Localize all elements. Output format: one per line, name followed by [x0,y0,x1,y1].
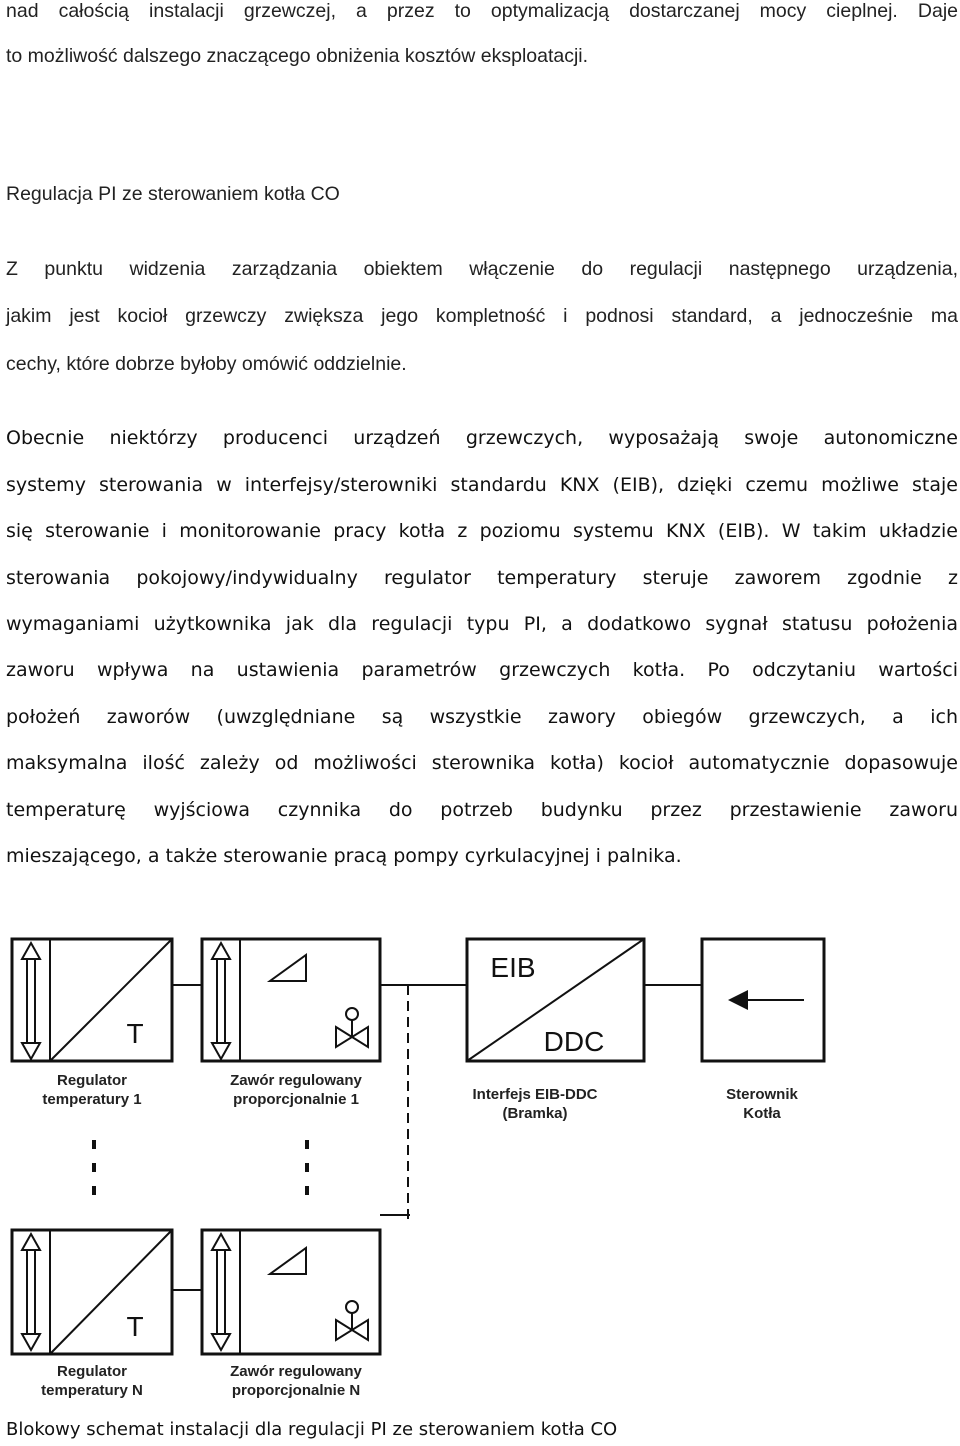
text-line: mieszającego, a także sterowanie pracą pompy cyrkulacyjnej i palnika. [6,845,682,867]
bidirectional-arrow-icon [212,1234,230,1350]
text-line: cechy, które dobrze byłoby omówić oddzielnie. [6,353,407,375]
label-regulator-n-line1: Regulator [56,1363,128,1380]
regulator-block-1 [12,939,172,1061]
ddc-text: DDC [543,1026,605,1057]
proportional-ramp-icon [270,955,306,981]
text-line: nad całością instalacji grzewczej, a przez to optymalizacją dostarczanej mocy cieplnej. Daje [6,0,958,22]
label-valve-n-line1: Zawór regulowany [230,1363,362,1380]
text-line: zaworu wpływa na ustawienia parametrów grzewczych kotła. Po odczytaniu wartości [6,659,958,681]
label-regulator-1-line2: temperatury 1 [42,1091,142,1108]
text-line: Obecnie niektórzy producenci urządzeń grzewczych, wyposażają swoje autonomiczne [6,427,958,449]
text-line: systemy sterowania w interfejsy/sterowniki standardu KNX (EIB), dzięki czemu możliwe staje [6,474,958,496]
text-line: wymaganiami użytkownika jak dla regulacji typu PI, a dodatkowo sygnał statusu położenia [6,613,958,635]
temperature-symbol: T [126,1018,144,1049]
label-controller-line2: Kotła [743,1105,781,1122]
bidirectional-arrow-icon [22,1234,40,1350]
label-regulator-n-line2: temperatury N [41,1382,143,1399]
valve-icon [336,1008,368,1047]
text-line: temperaturę wyjściowa czynnika do potrzeb budynku przez przestawienie zaworu [6,799,958,821]
text-line: maksymalna ilość zależy od możliwości sterownika kotła) kocioł automatycznie dopasowuje [6,752,958,774]
label-valve-1-line2: proporcjonalnie 1 [233,1091,359,1108]
figure-caption: Blokowy schemat instalacji dla regulacji PI ze sterowaniem kotła CO [6,1419,618,1440]
text-line: sterowania pokojowy/indywidualny regulator temperatury steruje zaworem zgodnie z [6,567,958,589]
boiler-controller-block [702,939,824,1061]
label-interface-line1: Interfejs EIB-DDC [472,1086,598,1103]
text-line: Z punktu widzenia zarządzania obiektem włączenie do regulacji następnego urządzenia, [6,258,958,280]
text-line: się sterowanie i monitorowanie pracy kotła z poziomu systemu KNX (EIB). W takim układzie [6,520,958,542]
label-regulator-1-line1: Regulator [56,1072,128,1089]
regulator-block-n [12,1230,172,1354]
eib-text: EIB [490,952,536,983]
valve-block-n [202,1230,380,1354]
text-line: to możliwość dalszego znaczącego obniżenia kosztów eksploatacji. [6,45,589,67]
bidirectional-arrow-icon [22,943,40,1059]
label-valve-n-line2: proporcjonalnie N [231,1382,361,1399]
proportional-ramp-icon [270,1248,306,1274]
text-line: położeń zaworów (uwzględniane są wszystkie zawory obiegów grzewczych, a ich [6,706,958,728]
label-valve-1-line1: Zawór regulowany [230,1072,362,1089]
valve-block-1 [202,939,380,1061]
heating-block-diagram [0,925,960,1410]
section-heading: Regulacja PI ze sterowaniem kotła CO [6,183,340,205]
label-controller-line1: Sterownik [726,1086,798,1103]
interface-block [467,939,644,1061]
continuation-dots [92,1140,309,1195]
label-interface-line2: (Bramka) [502,1105,568,1122]
valve-icon [336,1301,368,1340]
bidirectional-arrow-icon [212,943,230,1059]
bus-lines [172,985,702,1290]
temperature-symbol: T [126,1311,144,1342]
text-line: jakim jest kocioł grzewczy zwiększa jego kompletność i podnosi standard, a jednocześnie ma [6,305,958,327]
